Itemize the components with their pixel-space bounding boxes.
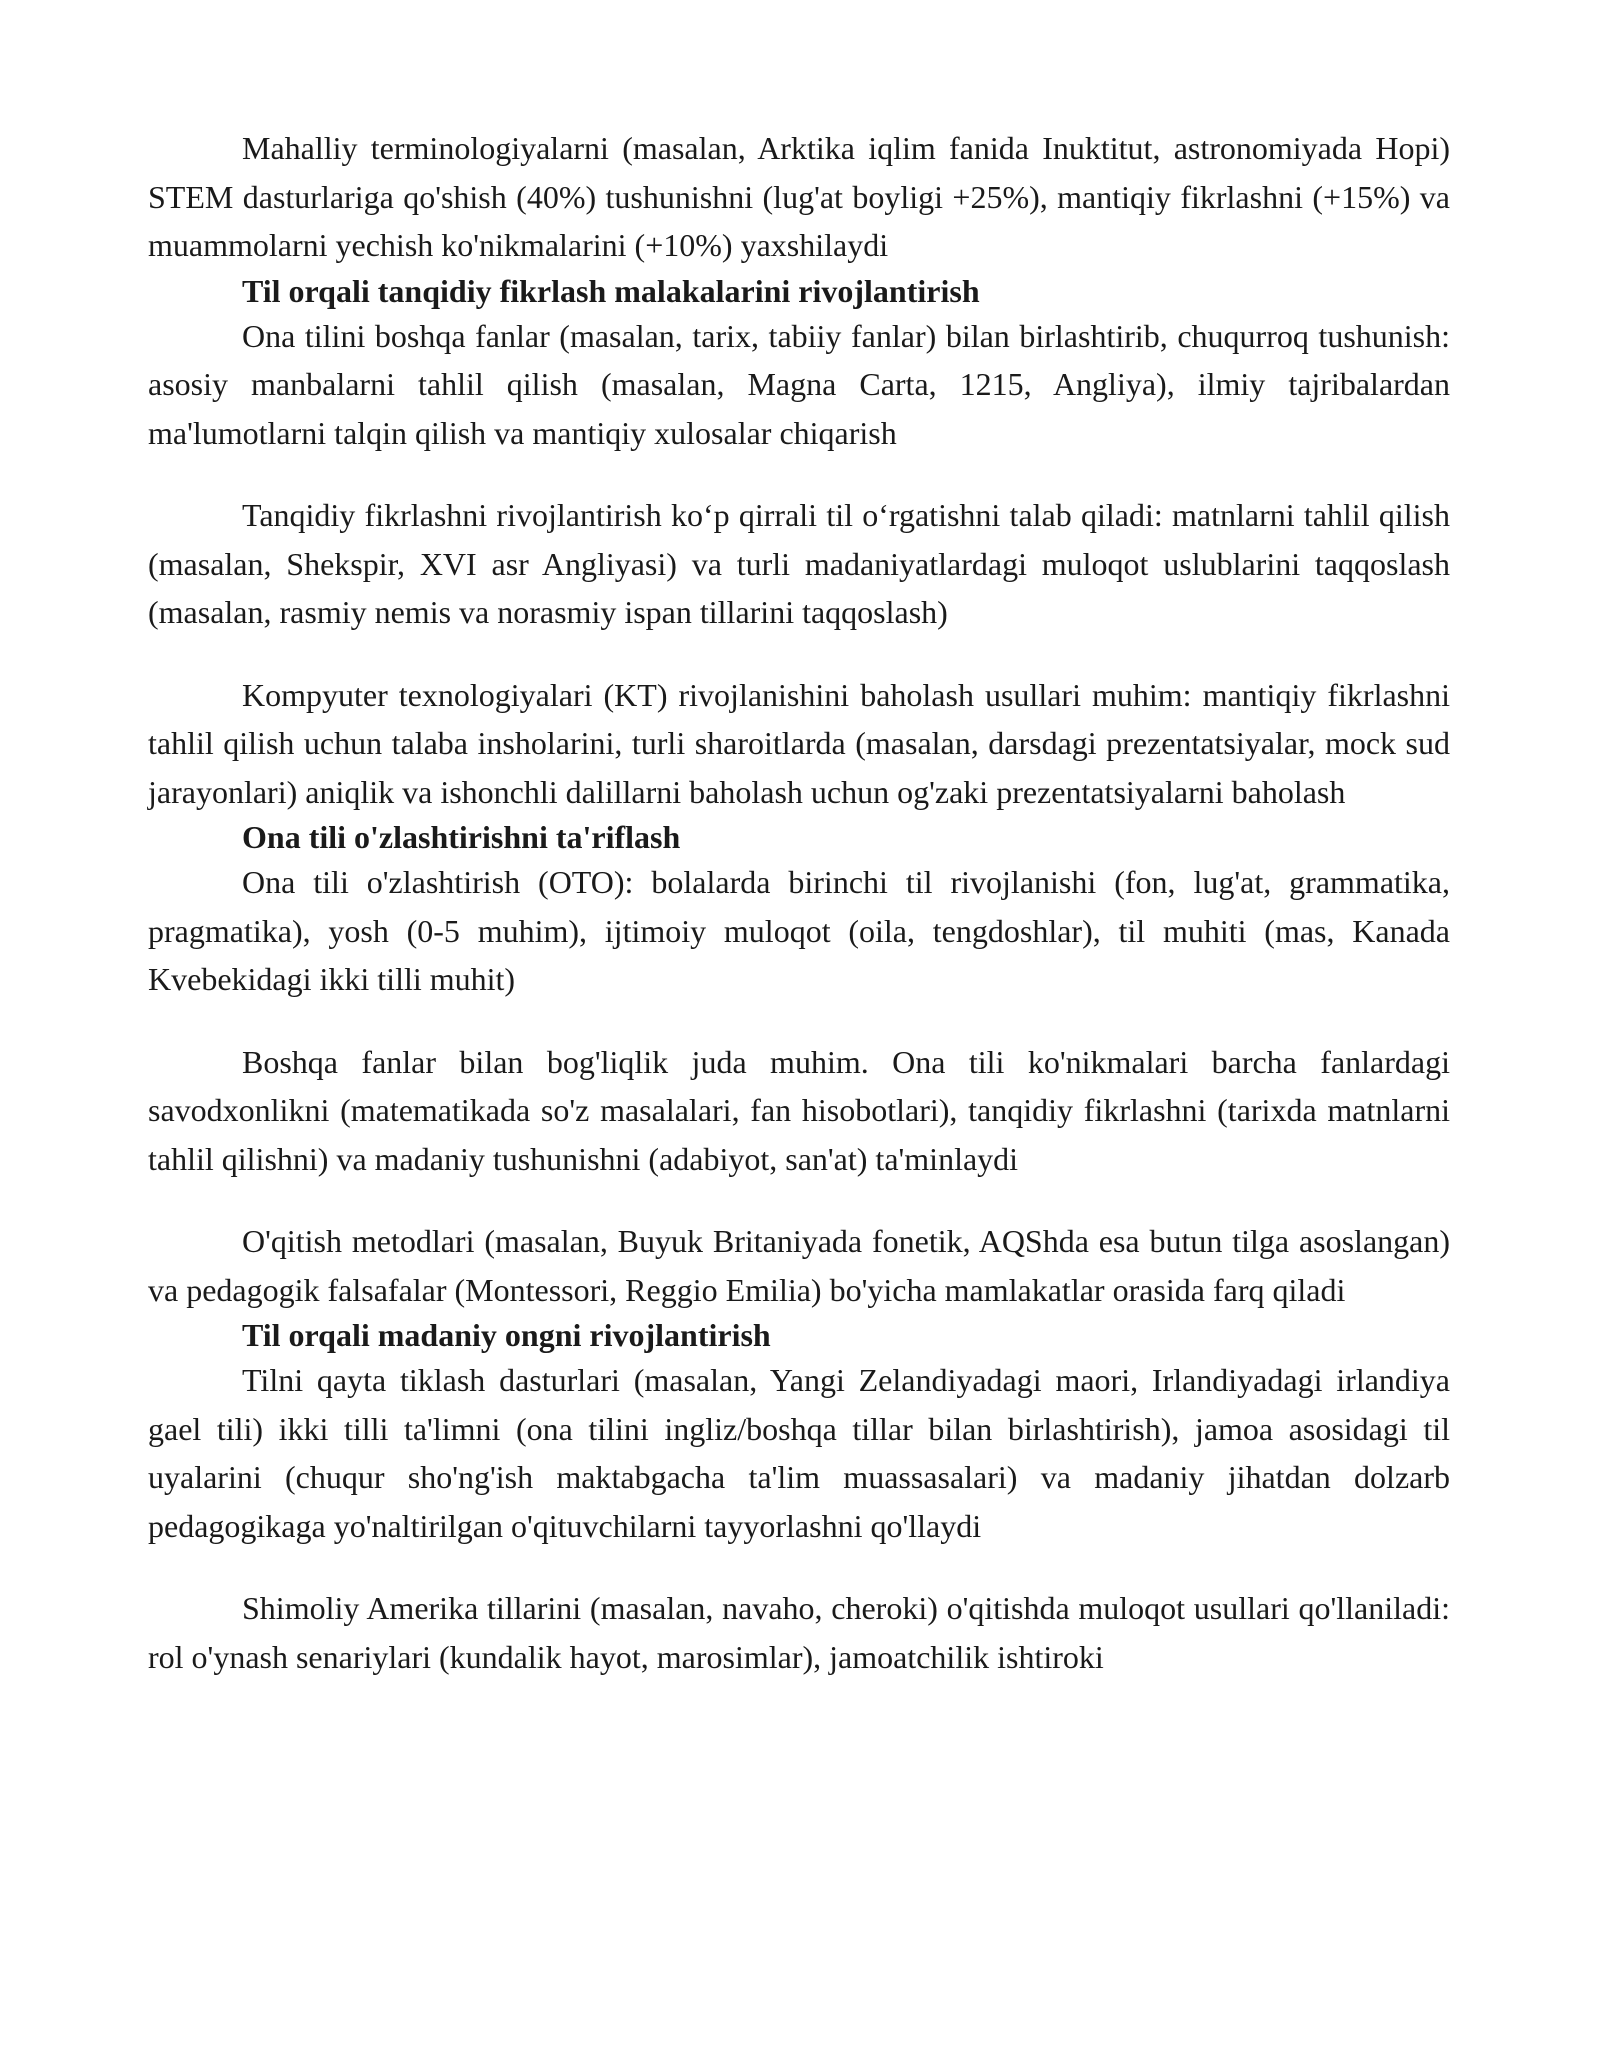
heading-critical-thinking: Til orqali tanqidiy fikrlash malakalarini rivojlantirish [242,272,980,309]
paragraph-north-american-languages: Shimoliy Amerika tillarini (masalan, navaho, cheroki) o'qitishda muloqot usullari qo'llaniladi: rol o'ynash senariylari (kundalik hayot, marosimlar), jamoatchilik ishtiroki [148,1590,1450,1675]
heading-cultural-awareness: Til orqali madaniy ongni rivojlantirish [242,1317,771,1353]
paragraph-interdisciplinary: Ona tilini boshqa fanlar (masalan, tarix, tabiiy fanlar) bilan birlashtirib, chuqurroq tushunish: asosiy manbalarni tahlil qilish (masalan, Magna Carta, 1215, Angliya), ilmiy tajribalardan ma'lumotlarni talqin qilish va mantiqiy xulosalar chiqarish [148,317,1450,451]
document-body [148,124,1450,1681]
paragraph-oto-definition: Ona tili o'zlashtirish (OTO): bolalarda birinchi til rivojlanishi (fon, lug'at, grammatika, pragmatika), yosh (0-5 muhim), ijtimoiy muloqot (oila, tengdoshlar), til muhiti (mas, Kanada Kvebekidagi ikki tilli muhit) [148,864,1450,997]
paragraph-teaching-methods: O'qitish metodlari (masalan, Buyuk Britaniyada fonetik, AQShda esa butun tilga asoslangan) va pedagogik falsafalar (Montessori, Reggio Emilia) bo'yicha mamlakatlar orasida farq qiladi [148,1223,1450,1308]
heading-native-language-acquisition: Ona tili o'zlashtirishni ta'riflash [242,819,681,855]
paragraph-cross-subject-links: Boshqa fanlar bilan bog'liqlik juda muhim. Ona tili ko'nikmalari barcha fanlardagi savodxonlikni (matematikada so'z masalalari, fan hisobotlari), tanqidiy fikrlashni (tarixda matnlarni tahlil qilishni) va madaniy tushunishni (adabiyot, san'at) ta'minlaydi [148,1043,1450,1177]
paragraph-multifaceted-teaching: Tanqidiy fikrlashni rivojlantirish ko‘p qirrali til o‘rgatishni talab qiladi: matnlarni tahlil qilish (masalan, Shekspir, XVI asr Angliyasi) va turli madaniyatlardagi muloqot uslublarini taqqoslash (masalan, rasmiy nemis va norasmiy ispan tillarini taqqoslash) [148,497,1450,630]
paragraph-assessment-methods: Kompyuter texnologiyalari (KT) rivojlanishini baholash usullari muhim: mantiqiy fikrlashni tahlil qilish uchun talaba insholarini, turli sharoitlarda (masalan, darsdagi prezentatsiyalar, mock sud jarayonlari) aniqlik va ishonchli dalillarni baholash uchun og'zaki prezentatsiyalarni baholash [148,676,1450,810]
paragraph-revitalization-programs: Tilni qayta tiklash dasturlari (masalan, Yangi Zelandiyadagi maori, Irlandiyadagi irlandiya gael tili) ikki tilli ta'limni (ona tilini ingliz/boshqa tillar bilan birlashtirish), jamoa asosidagi til uyalarini (chuqur sho'ng'ish maktabgacha ta'lim muassasalari) va madaniy jihatdan dolzarb pedagogikaga yo'naltirilgan o'qituvchilarni tayyorlashni qo'llaydi [148,1362,1450,1544]
paragraph-stem-terminology: Mahalliy terminologiyalarni (masalan, Arktika iqlim fanida Inuktitut, astronomiyada Hopi) STEM dasturlariga qo'shish (40%) tushunishni (lug'at boyligi +25%), mantiqiy fikrlashni (+15%) va muammolarni yechish ko'nikmalarini (+10%) yaxshilaydi [148,130,1450,263]
